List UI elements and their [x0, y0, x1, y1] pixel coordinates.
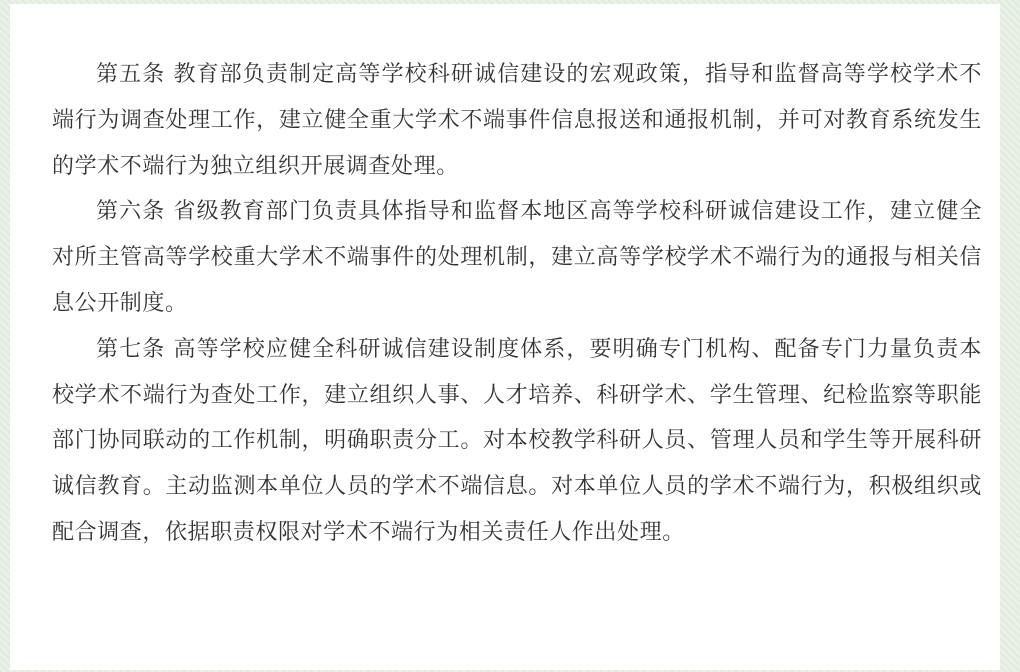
article-6-paragraph: 第六条 省级教育部门负责具体指导和监督本地区高等学校科研诚信建设工作，建立健全对所主管高等学校重大学术不端事件的处理机制，建立高等学校学术不端行为的通报与相关信息公开制度。 [52, 199, 982, 316]
document-page [10, 4, 1000, 670]
article-7-paragraph: 第七条 高等学校应健全科研诚信建设制度体系，要明确专门机构、配备专门力量负责本校学术不端行为查处工作，建立组织人事、人才培养、科研学术、学生管理、纪检监察等职能部门协同联动的工作机制，明确职责分工。对本校教学科研人员、管理人员和学生等开展科研诚信教育。主动监测本单位人员的学术不端信息。对本单位人员的学术不端行为，积极组织或配合调查，依据职责权限对学术不端行为相关责任人作出处理。 [52, 336, 982, 545]
document-body [52, 52, 982, 556]
article-5-paragraph: 第五条 教育部负责制定高等学校科研诚信建设的宏观政策，指导和监督高等学校学术不端行为调查处理工作，建立健全重大学术不端事件信息报送和通报机制，并可对教育系统发生的学术不端行为独立组织开展调查处理。 [52, 62, 982, 179]
